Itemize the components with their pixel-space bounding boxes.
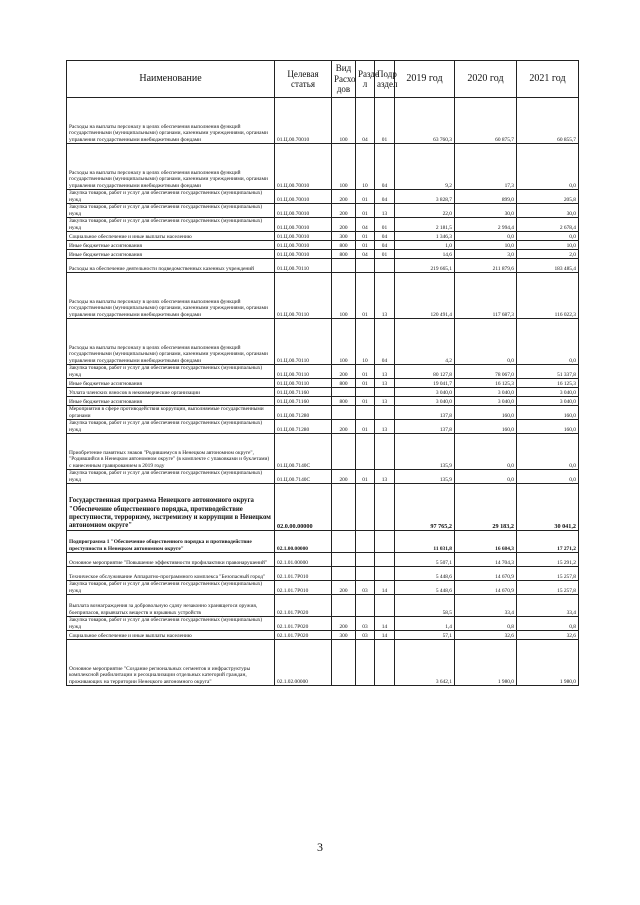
page-number: 3: [317, 840, 323, 854]
table-row: [67, 553, 579, 567]
table-row: [67, 484, 579, 531]
row-target-article: 02.1.01.00000: [275, 553, 332, 567]
row-amount-2021: 2 678,4: [517, 218, 579, 232]
row-name: Основное мероприятие "Создание региональных сегментов и инфраструктуры комплексной реабилитации и ресоциализации отдельных категорий граждан, проживающих на территории Ненецкого автономного округа": [67, 640, 275, 686]
row-target-article: 01.Ц.00.70010: [275, 241, 332, 250]
row-name: Основное мероприятие "Повышение эффективности профилактики правонарушений": [67, 553, 275, 567]
row-section: 03: [356, 581, 375, 595]
table-row: [67, 631, 579, 640]
row-section: 01: [356, 397, 375, 406]
row-expense-type: [332, 484, 356, 531]
row-amount-2019: 11 031,8: [395, 531, 455, 553]
row-subsection: [375, 259, 395, 273]
row-amount-2021: 160,0: [517, 420, 579, 434]
row-section: 01: [356, 470, 375, 484]
row-subsection: [375, 406, 395, 420]
row-target-article: 02.0.00.00000: [275, 484, 332, 531]
row-expense-type: 100: [332, 273, 356, 319]
row-subsection: [375, 567, 395, 581]
row-subsection: [375, 484, 395, 531]
row-target-article: 02.1.01.7Р010: [275, 567, 332, 581]
row-section: [356, 595, 375, 617]
row-target-article: 02.1.01.7Р010: [275, 581, 332, 595]
row-subsection: 04: [375, 232, 395, 241]
row-subsection: 13: [375, 365, 395, 379]
row-target-article: 01.Ц.00.70110: [275, 379, 332, 388]
row-expense-type: 200: [332, 190, 356, 204]
row-amount-2020: 16 684,3: [455, 531, 517, 553]
row-amount-2020: 899,0: [455, 190, 517, 204]
row-target-article: 01.Ц.00.70110: [275, 259, 332, 273]
row-amount-2019: 22,0: [395, 204, 455, 218]
row-expense-type: 200: [332, 420, 356, 434]
row-expense-type: 200: [332, 204, 356, 218]
row-name: Социальное обеспечение и иные выплаты населению: [67, 631, 275, 640]
header-2019: 2019 год: [395, 61, 455, 98]
row-amount-2020: 32,6: [455, 631, 517, 640]
row-amount-2020: 160,0: [455, 420, 517, 434]
row-amount-2021: 205,8: [517, 190, 579, 204]
row-expense-type: 800: [332, 241, 356, 250]
row-target-article: 01.Ц.00.71160: [275, 397, 332, 406]
row-amount-2020: 160,0: [455, 406, 517, 420]
header-subsection: Подр аздел: [375, 61, 395, 98]
row-amount-2019: 3 040,0: [395, 397, 455, 406]
row-expense-type: 200: [332, 365, 356, 379]
table-row: [67, 273, 579, 319]
row-amount-2021: 15 291,2: [517, 553, 579, 567]
row-amount-2020: 17,3: [455, 144, 517, 190]
row-name: Техническое обслуживание Аппаратно-программного комплекса "Безопасный город": [67, 567, 275, 581]
row-expense-type: [332, 595, 356, 617]
row-target-article: 01.Ц.00.7140С: [275, 470, 332, 484]
row-name: Уплата членских взносов в некоммерческие организации: [67, 388, 275, 397]
row-amount-2020: 14 670,9: [455, 581, 517, 595]
table-row: [67, 617, 579, 631]
row-amount-2019: 4,2: [395, 319, 455, 365]
table-row: [67, 319, 579, 365]
table-row: [67, 531, 579, 553]
row-amount-2019: 3 642,1: [395, 640, 455, 686]
row-subsection: [375, 388, 395, 397]
row-amount-2021: 1 980,0: [517, 640, 579, 686]
row-amount-2021: 116 022,3: [517, 273, 579, 319]
row-section: 03: [356, 617, 375, 631]
row-amount-2021: 0,0: [517, 232, 579, 241]
row-subsection: 04: [375, 144, 395, 190]
budget-table: [66, 60, 579, 686]
row-name: Мероприятия в сфере противодействия коррупции, выполняемые государственными органами: [67, 406, 275, 420]
table-row: [67, 250, 579, 259]
row-section: 01: [356, 241, 375, 250]
row-subsection: 01: [375, 250, 395, 259]
row-amount-2021: 160,0: [517, 406, 579, 420]
row-subsection: 13: [375, 420, 395, 434]
row-amount-2020: 29 183,2: [455, 484, 517, 531]
header-name: Наименование: [67, 61, 275, 98]
row-section: 01: [356, 379, 375, 388]
row-amount-2019: 80 127,8: [395, 365, 455, 379]
row-amount-2019: 5 448,6: [395, 567, 455, 581]
row-amount-2020: 16 125,3: [455, 379, 517, 388]
row-target-article: 01.Ц.00.70110: [275, 319, 332, 365]
table-row: [67, 397, 579, 406]
row-amount-2019: 120 491,4: [395, 273, 455, 319]
table-body: [67, 98, 579, 686]
row-target-article: 01.Ц.00.70010: [275, 144, 332, 190]
table-row: [67, 232, 579, 241]
row-amount-2021: 3 040,0: [517, 397, 579, 406]
row-section: [356, 640, 375, 686]
row-subsection: 13: [375, 470, 395, 484]
row-section: 10: [356, 144, 375, 190]
row-amount-2020: 30,0: [455, 204, 517, 218]
row-section: [356, 434, 375, 470]
table-row: [67, 98, 579, 144]
row-expense-type: [332, 259, 356, 273]
row-name: Закупка товаров, работ и услуг для обеспечения государственных (муниципальных) нужд: [67, 470, 275, 484]
row-amount-2019: 1,0: [395, 241, 455, 250]
row-target-article: 01.Ц.00.70010: [275, 218, 332, 232]
row-amount-2021: 183 485,4: [517, 259, 579, 273]
row-name: Расходы на выплаты персоналу в целях обеспечения выполнения функций государственными (муниципальными) органами, казенными учреждениями, органами управления государственными внебюджетными фондами: [67, 319, 275, 365]
row-section: 10: [356, 319, 375, 365]
row-subsection: [375, 595, 395, 617]
row-name: Иные бюджетные ассигнования: [67, 241, 275, 250]
row-amount-2020: 60 875,7: [455, 98, 517, 144]
row-target-article: 01.Ц.00.70010: [275, 98, 332, 144]
row-amount-2019: 19 041,7: [395, 379, 455, 388]
table-row: [67, 190, 579, 204]
table-row: [67, 581, 579, 595]
row-amount-2019: 135,9: [395, 470, 455, 484]
row-target-article: 01.Ц.00.71160: [275, 388, 332, 397]
row-expense-type: 100: [332, 98, 356, 144]
row-amount-2021: 15 257,8: [517, 567, 579, 581]
row-expense-type: 300: [332, 631, 356, 640]
row-amount-2021: 0,0: [517, 470, 579, 484]
row-target-article: 01.Ц.00.71280: [275, 406, 332, 420]
table-header-row: [67, 61, 579, 98]
row-amount-2020: 3,0: [455, 250, 517, 259]
row-expense-type: [332, 406, 356, 420]
row-expense-type: 200: [332, 617, 356, 631]
row-amount-2019: 1,4: [395, 617, 455, 631]
row-target-article: 01.Ц.00.7140С: [275, 434, 332, 470]
table-row: [67, 470, 579, 484]
row-amount-2021: 0,0: [517, 144, 579, 190]
row-target-article: 01.Ц.00.70110: [275, 365, 332, 379]
header-expense-type: Вид Расхо дов: [332, 61, 356, 98]
row-amount-2020: 0,0: [455, 470, 517, 484]
table-row: [67, 434, 579, 470]
row-amount-2020: 14 704,3: [455, 553, 517, 567]
row-subsection: 01: [375, 218, 395, 232]
table-row: [67, 218, 579, 232]
header-section: Разде л: [356, 61, 375, 98]
row-subsection: [375, 640, 395, 686]
row-target-article: 02.1.01.7Р020: [275, 595, 332, 617]
row-name: Иные бюджетные ассигнования: [67, 379, 275, 388]
row-amount-2021: 2,0: [517, 250, 579, 259]
row-expense-type: [332, 640, 356, 686]
row-target-article: 01.Ц.00.70110: [275, 273, 332, 319]
row-amount-2020: 211 879,6: [455, 259, 517, 273]
row-amount-2021: 0,0: [517, 319, 579, 365]
table-row: [67, 204, 579, 218]
row-section: 04: [356, 250, 375, 259]
row-section: 01: [356, 365, 375, 379]
row-amount-2019: 58,5: [395, 595, 455, 617]
row-amount-2020: 0,0: [455, 319, 517, 365]
row-name: Закупка товаров, работ и услуг для обеспечения государственных (муниципальных) нужд: [67, 617, 275, 631]
table-row: [67, 259, 579, 273]
row-name: Подпрограмма 1 "Обеспечение общественного порядка и противодействие преступности в Ненецком автономном округе": [67, 531, 275, 553]
row-section: [356, 259, 375, 273]
row-amount-2019: 135,9: [395, 434, 455, 470]
row-target-article: 01.Ц.00.70010: [275, 250, 332, 259]
row-expense-type: 100: [332, 319, 356, 365]
row-amount-2021: 30,0: [517, 204, 579, 218]
row-section: [356, 531, 375, 553]
row-expense-type: 200: [332, 470, 356, 484]
header-target-article: Целевая статья: [275, 61, 332, 98]
row-section: [356, 553, 375, 567]
row-subsection: 13: [375, 397, 395, 406]
table-row: [67, 144, 579, 190]
row-name: Выплата вознаграждения за добровольную сдачу незаконно хранящегося оружия, боеприпасов, взрывчатых веществ и взрывных устройств: [67, 595, 275, 617]
row-amount-2019: 9,2: [395, 144, 455, 190]
table-row: [67, 640, 579, 686]
row-name: Приобретение памятных знаков "Родившемуся в Ненецком автономном округе", "Родившийся в Ненецком автономном округе" (в комплекте с упаковками и буклетами) с нанесенным гравированием в 2019 году: [67, 434, 275, 470]
row-name: Государственная программа Ненецкого автономного округа "Обеспечение общественного порядка, противодействие преступности, терроризму, экстремизму и коррупции в Ненецком автономном округе": [67, 484, 275, 531]
table-row: [67, 595, 579, 617]
row-amount-2020: 3 040,0: [455, 397, 517, 406]
row-amount-2021: 17 271,2: [517, 531, 579, 553]
row-expense-type: 800: [332, 379, 356, 388]
row-amount-2019: 63 760,3: [395, 98, 455, 144]
row-section: 01: [356, 273, 375, 319]
row-subsection: 14: [375, 581, 395, 595]
table-row: [67, 241, 579, 250]
row-target-article: 02.1.01.7Р020: [275, 617, 332, 631]
row-name: Расходы на обеспечение деятельности подведомственных казенных учреждений: [67, 259, 275, 273]
row-target-article: 02.1.02.00000: [275, 640, 332, 686]
row-amount-2020: 14 670,9: [455, 567, 517, 581]
row-amount-2021: 0,0: [517, 434, 579, 470]
row-expense-type: 100: [332, 144, 356, 190]
row-name: Расходы на выплаты персоналу в целях обеспечения выполнения функций государственными (муниципальными) органами, казенными учреждениями, органами управления государственными внебюджетными фондами: [67, 273, 275, 319]
row-subsection: 04: [375, 241, 395, 250]
row-amount-2021: 3 040,0: [517, 388, 579, 397]
row-expense-type: 800: [332, 397, 356, 406]
row-amount-2020: 33,4: [455, 595, 517, 617]
table-row: [67, 379, 579, 388]
table-row: [67, 406, 579, 420]
row-name: Закупка товаров, работ и услуг для обеспечения государственных (муниципальных) нужд: [67, 190, 275, 204]
row-amount-2019: 137,8: [395, 406, 455, 420]
row-amount-2019: 3 040,0: [395, 388, 455, 397]
row-subsection: 14: [375, 631, 395, 640]
row-name: Социальное обеспечение и иные выплаты населению: [67, 232, 275, 241]
row-target-article: 01.Ц.00.70010: [275, 190, 332, 204]
row-section: 01: [356, 420, 375, 434]
row-amount-2019: 1 346,3: [395, 232, 455, 241]
row-subsection: 13: [375, 204, 395, 218]
table-row: [67, 388, 579, 397]
row-amount-2019: 219 665,1: [395, 259, 455, 273]
row-amount-2021: 16 125,3: [517, 379, 579, 388]
table-row: [67, 567, 579, 581]
row-section: 04: [356, 98, 375, 144]
row-amount-2019: 57,1: [395, 631, 455, 640]
row-expense-type: 200: [332, 218, 356, 232]
row-subsection: 13: [375, 379, 395, 388]
row-subsection: 04: [375, 190, 395, 204]
table-row: [67, 365, 579, 379]
row-name: Расходы на выплаты персоналу в целях обеспечения выполнения функций государственными (муниципальными) органами, казенными учреждениями, органами управления государственными внебюджетными фондами: [67, 144, 275, 190]
row-name: Закупка товаров, работ и услуг для обеспечения государственных (муниципальных) нужд: [67, 204, 275, 218]
budget-sheet: [66, 60, 578, 686]
row-target-article: 01.Ц.00.70010: [275, 204, 332, 218]
row-amount-2020: 78 067,0: [455, 365, 517, 379]
row-subsection: 13: [375, 273, 395, 319]
row-section: 01: [356, 204, 375, 218]
row-amount-2021: 51 337,8: [517, 365, 579, 379]
row-amount-2020: 10,0: [455, 241, 517, 250]
row-section: [356, 406, 375, 420]
row-subsection: 01: [375, 98, 395, 144]
row-name: Закупка товаров, работ и услуг для обеспечения государственных (муниципальных) нужд: [67, 218, 275, 232]
row-amount-2021: 32,6: [517, 631, 579, 640]
row-section: 01: [356, 232, 375, 241]
header-2021: 2021 год: [517, 61, 579, 98]
row-section: [356, 484, 375, 531]
row-amount-2020: 1 980,0: [455, 640, 517, 686]
row-name: Расходы на выплаты персоналу в целях обеспечения выполнения функций государственными (муниципальными) органами, казенными учреждениями, органами управления государственными внебюджетными фондами: [67, 98, 275, 144]
row-target-article: 02.1.01.7Р020: [275, 631, 332, 640]
row-amount-2019: 5 448,6: [395, 581, 455, 595]
row-name: Закупка товаров, работ и услуг для обеспечения государственных (муниципальных) нужд: [67, 581, 275, 595]
row-amount-2020: 0,8: [455, 617, 517, 631]
row-name: Закупка товаров, работ и услуг для обеспечения государственных (муниципальных) нужд: [67, 365, 275, 379]
row-section: 01: [356, 190, 375, 204]
row-amount-2021: 15 257,8: [517, 581, 579, 595]
row-amount-2021: 33,4: [517, 595, 579, 617]
row-subsection: 14: [375, 617, 395, 631]
row-name: Иные бюджетные ассигнования: [67, 397, 275, 406]
row-amount-2019: 14,6: [395, 250, 455, 259]
row-amount-2021: 10,0: [517, 241, 579, 250]
row-target-article: 02.1.00.00000: [275, 531, 332, 553]
row-target-article: 01.Ц.00.70010: [275, 232, 332, 241]
table-row: [67, 420, 579, 434]
row-amount-2019: 97 765,2: [395, 484, 455, 531]
row-name: Закупка товаров, работ и услуг для обеспечения государственных (муниципальных) нужд: [67, 420, 275, 434]
row-amount-2020: 2 994,4: [455, 218, 517, 232]
row-expense-type: [332, 531, 356, 553]
row-amount-2020: 0,0: [455, 232, 517, 241]
row-section: 04: [356, 218, 375, 232]
row-amount-2019: 2 181,5: [395, 218, 455, 232]
row-subsection: [375, 531, 395, 553]
row-expense-type: 300: [332, 232, 356, 241]
row-expense-type: 800: [332, 250, 356, 259]
row-amount-2019: 3 828,7: [395, 190, 455, 204]
row-expense-type: [332, 388, 356, 397]
row-subsection: 04: [375, 319, 395, 365]
row-amount-2019: 5 507,1: [395, 553, 455, 567]
row-target-article: 01.Ц.00.71280: [275, 420, 332, 434]
row-amount-2021: 0,8: [517, 617, 579, 631]
row-section: [356, 567, 375, 581]
row-section: 03: [356, 631, 375, 640]
row-expense-type: [332, 434, 356, 470]
row-section: [356, 388, 375, 397]
row-name: Иные бюджетные ассигнования: [67, 250, 275, 259]
row-amount-2020: 3 040,0: [455, 388, 517, 397]
header-2020: 2020 год: [455, 61, 517, 98]
row-amount-2020: 0,0: [455, 434, 517, 470]
row-amount-2019: 137,8: [395, 420, 455, 434]
row-amount-2021: 60 855,7: [517, 98, 579, 144]
row-expense-type: 200: [332, 581, 356, 595]
row-amount-2020: 117 687,3: [455, 273, 517, 319]
row-subsection: [375, 553, 395, 567]
row-expense-type: [332, 553, 356, 567]
row-subsection: [375, 434, 395, 470]
row-expense-type: [332, 567, 356, 581]
row-amount-2021: 30 041,2: [517, 484, 579, 531]
